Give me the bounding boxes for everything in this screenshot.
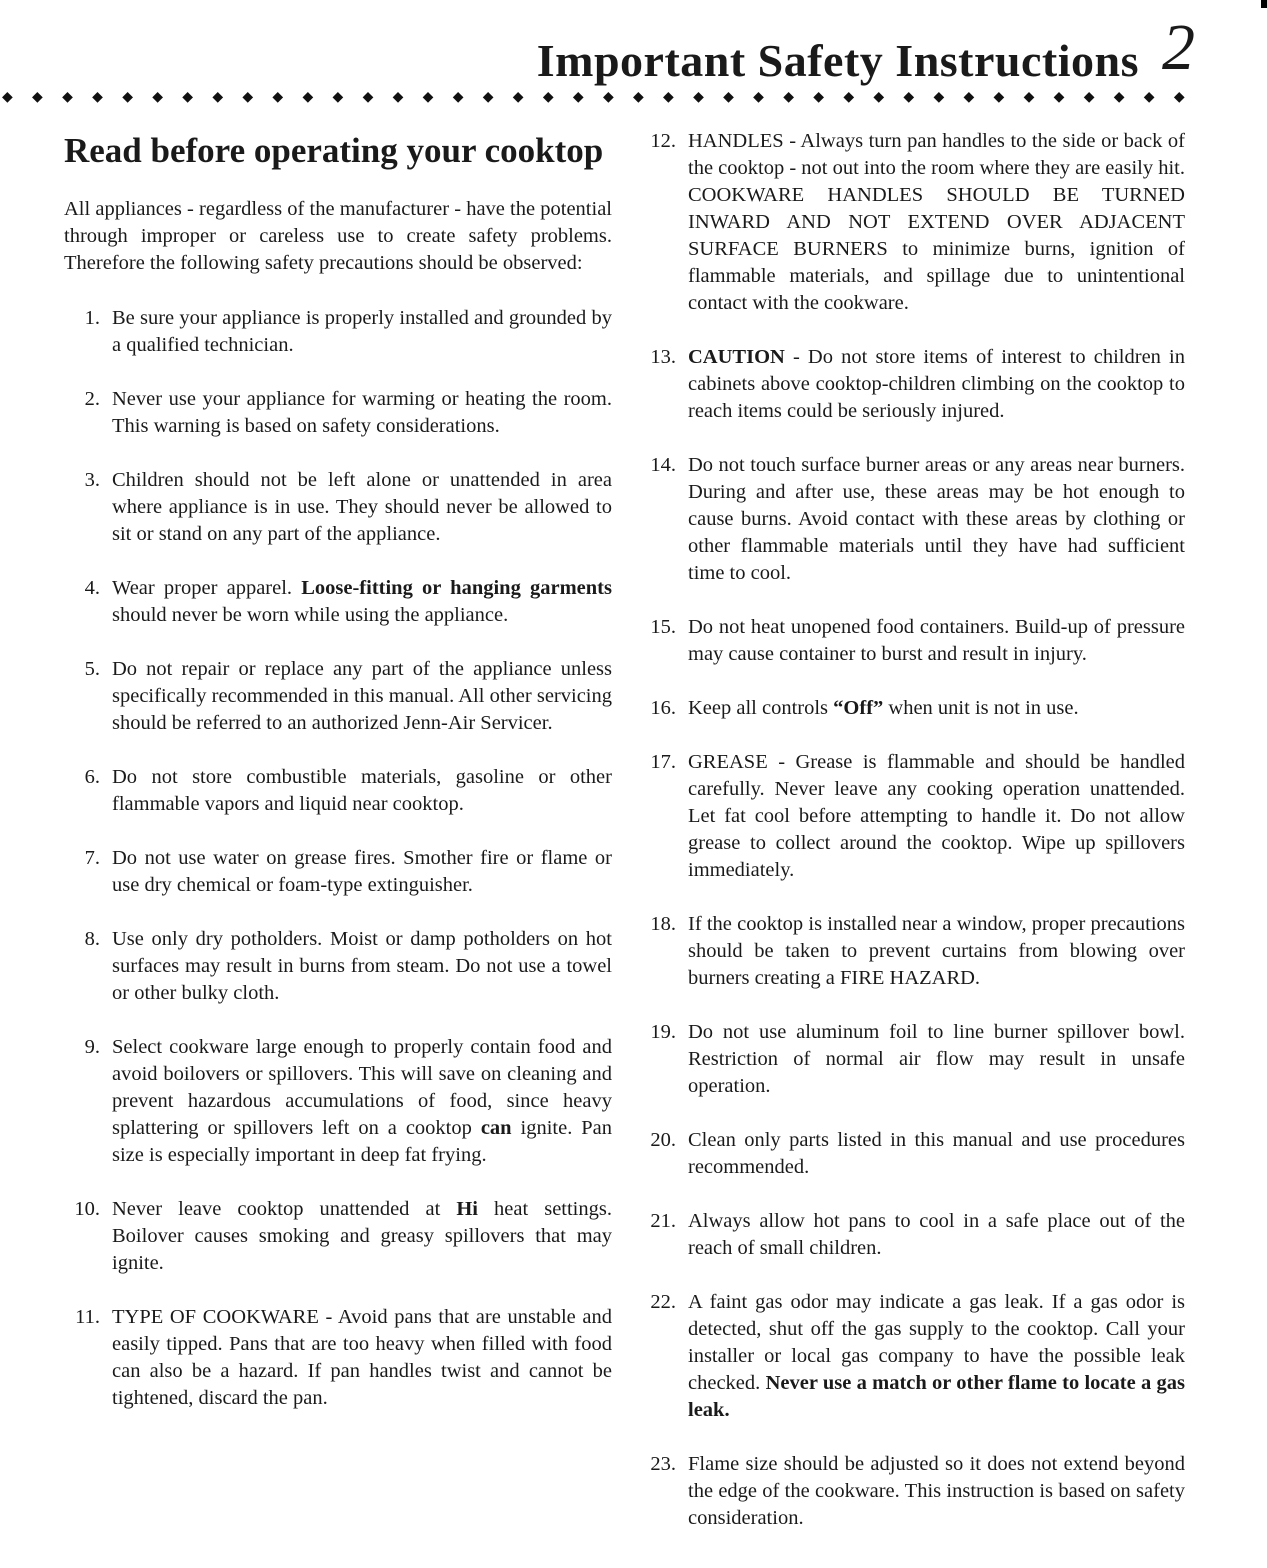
list-item: 4. Wear proper apparel. Loose-fitting or hanging garments should never be worn while using the appliance. xyxy=(84,577,612,626)
page-title: Important Safety Instructions xyxy=(536,35,1139,86)
list-item: 2. Never use your appliance for warming or heating the room. This warning is based on safety considerations. xyxy=(84,388,612,437)
list-item: 6. Do not store combustible materials, gasoline or other flammable vapors and liquid near cooktop. xyxy=(84,766,612,815)
list-item: 5. Do not repair or replace any part of the appliance unless specifically recommended in this manual. All other servicing should be referred to an authorized Jenn-Air Servicer. xyxy=(84,658,612,734)
instruction-list-right xyxy=(640,128,1185,1532)
right-column xyxy=(640,128,1185,1559)
list-item: 23. Flame size should be adjusted so it does not extend beyond the edge of the cookware. This instruction is based on safety consideration. xyxy=(650,1453,1185,1529)
list-item: 15. Do not heat unopened food containers. Build-up of pressure may cause container to burst and result in injury. xyxy=(650,616,1185,665)
instruction-list-left xyxy=(64,305,612,1412)
list-item: 9. Select cookware large enough to properly contain food and avoid boilovers or spillovers. This will save on cleaning and prevent hazardous accumulations of food, since heavy splattering or spillovers left on a cooktop can ignite. Pan size is especially important in deep fat frying. xyxy=(84,1036,613,1166)
page-number: 2 xyxy=(1162,11,1195,84)
intro-paragraph: All appliances - regardless of the manufacturer - have the potential through improper or careless use to create safety problems. Therefore the following safety precautions should be observed: xyxy=(64,198,612,274)
corner-mark xyxy=(1261,0,1267,8)
left-column xyxy=(64,128,612,1439)
list-item: 3. Children should not be left alone or unattended in area where appliance is in use. They should never be allowed to sit or stand on any part of the appliance. xyxy=(84,469,612,545)
list-item: 10. Never leave cooktop unattended at Hi heat settings. Boilover causes smoking and greasy spillovers that may ignite. xyxy=(74,1198,612,1274)
list-item: 13. CAUTION - Do not store items of interest to children in cabinets above cooktop-children climbing on the cooktop to reach items could be seriously injured. xyxy=(650,346,1185,422)
list-item: 8. Use only dry potholders. Moist or damp potholders on hot surfaces may result in burns from steam. Do not use a towel or other bulky cloth. xyxy=(84,928,612,1004)
list-item: 21. Always allow hot pans to cool in a safe place out of the reach of small children. xyxy=(650,1210,1185,1259)
list-item: 1. Be sure your appliance is properly installed and grounded by a qualified technician. xyxy=(84,307,612,356)
list-item: 22. A faint gas odor may indicate a gas leak. If a gas odor is detected, shut off the gas supply to the cooktop. Call your installer or local gas company to have the possible leak checked. Never use a match or other flame to locate a gas leak. xyxy=(650,1291,1185,1421)
list-item: 7. Do not use water on grease fires. Smother fire or flame or use dry chemical or foam-type extinguisher. xyxy=(84,847,612,896)
section-heading: Read before operating your cooktop xyxy=(64,131,604,170)
list-item: 11. TYPE OF COOKWARE - Avoid pans that are unstable and easily tipped. Pans that are too heavy when filled with food can also be a hazard. If pan handles twist and cannot be tightened, discard the pan. xyxy=(75,1306,612,1409)
list-item: 20. Clean only parts listed in this manual and use procedures recommended. xyxy=(650,1129,1185,1178)
list-item: 18. If the cooktop is installed near a window, proper precautions should be taken to prevent curtains from blowing over burners creating a FIRE HAZARD. xyxy=(650,913,1185,989)
list-item: 16. Keep all controls “Off” when unit is not in use. xyxy=(650,697,1079,719)
list-item: 19. Do not use aluminum foil to line burner spillover bowl. Restriction of normal air flow may result in unsafe operation. xyxy=(650,1021,1185,1097)
list-item: 14. Do not touch surface burner areas or any areas near burners. During and after use, these areas may be hot enough to cause burns. Avoid contact with these areas by clothing or other flammable materials until they have had sufficient time to cool. xyxy=(650,454,1185,584)
list-item: 12. HANDLES - Always turn pan handles to the side or back of the cooktop - not out into the room where they are easily hit. COOKWARE HANDLES SHOULD BE TURNED INWARD AND NOT EXTEND OVER ADJACENT SURFACE BURNERS to minimize burns, ignition of flammable materials, and spillage due to unintentional contact with the cookware. xyxy=(650,130,1185,314)
diamond-divider: ◆ ◆ ◆ ◆ ◆ ◆ ◆ ◆ ◆ ◆ ◆ ◆ ◆ ◆ ◆ ◆ ◆ ◆ ◆ ◆ ◆ ◆ ◆ ◆ ◆ ◆ ◆ ◆ ◆ ◆ ◆ ◆ ◆ ◆ ◆ ◆ ◆ ◆ ◆ ◆ xyxy=(2,90,1185,105)
list-item: 17. GREASE - Grease is flammable and should be handled carefully. Never leave any cooking operation unattended. Let fat cool before attempting to handle it. Do not allow grease to collect around the cooktop. Wipe up spillovers immediately. xyxy=(650,751,1185,881)
